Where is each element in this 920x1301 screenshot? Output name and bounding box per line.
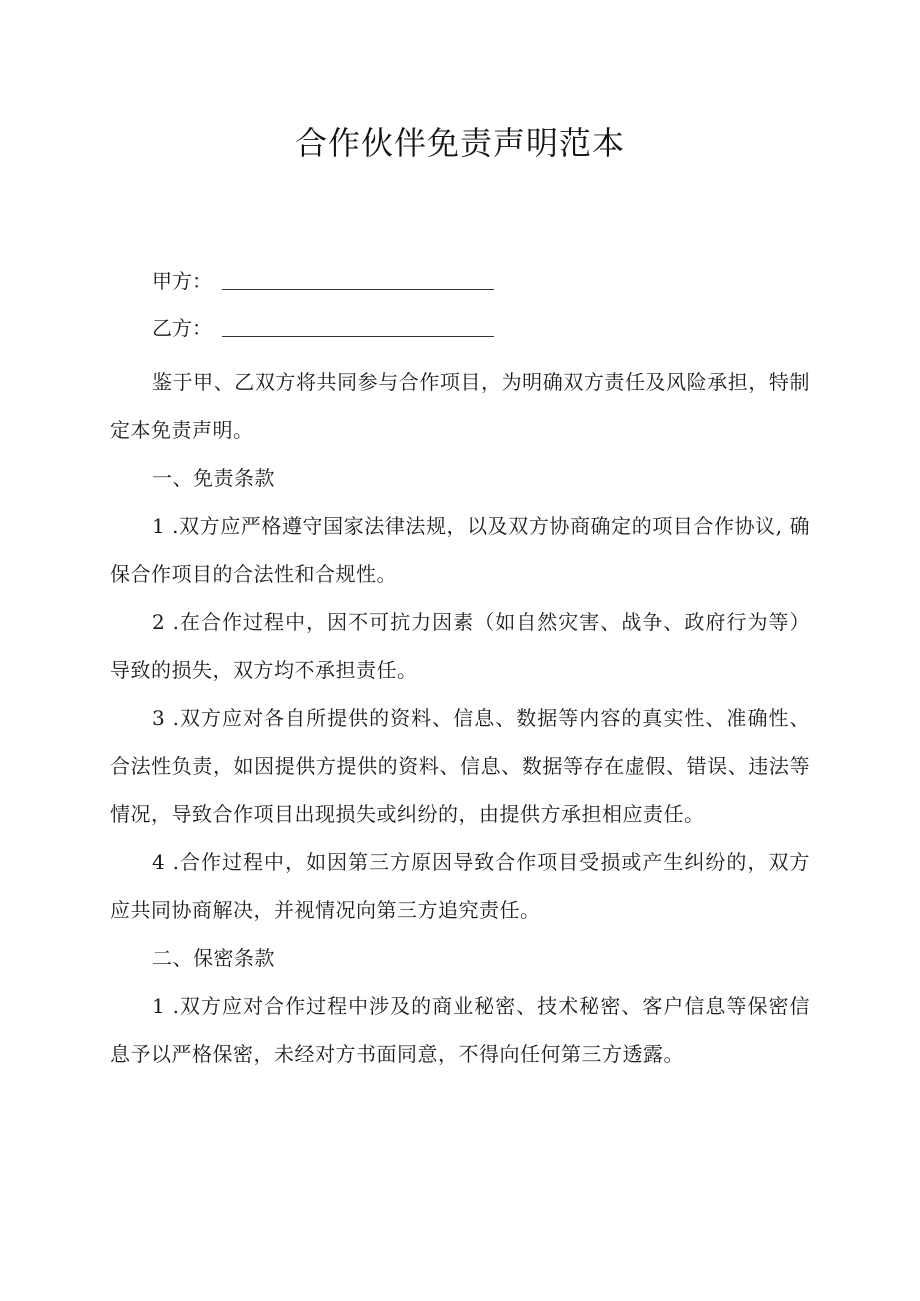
- preamble-paragraph: 鉴于甲、乙双方将共同参与合作项目，为明确双方责任及风险承担，特制定本免责声明。: [110, 370, 810, 442]
- clause-paragraph: 1 .双方应对合作过程中涉及的商业秘密、技术秘密、客户信息等保密信息予以严格保密，未经对方书面同意，不得向任何第三方透露。: [110, 994, 810, 1066]
- party-b-row: [152, 313, 222, 343]
- party-a-blank-line: [222, 289, 494, 290]
- section-heading-disclaimer: 一、免责条款: [152, 466, 275, 490]
- clause-paragraph: 2 .在合作过程中，因不可抗力因素（如自然灾害、战争、政府行为等）导致的损失，双方均不承担责任。: [110, 610, 810, 682]
- clause-paragraph: 3 .双方应对各自所提供的资料、信息、数据等内容的真实性、准确性、合法性负责，如因提供方提供的资料、信息、数据等存在虚假、错误、违法等情况，导致合作项目出现损失或纠纷的，由提供方承担相应责任。: [110, 706, 810, 826]
- clause-paragraph: 4 .合作过程中，如因第三方原因导致合作项目受损或产生纠纷的，双方应共同协商解决，并视情况向第三方追究责任。: [110, 850, 810, 922]
- party-a-row: [152, 266, 222, 296]
- document-title: 合作伙伴免责声明范本: [294, 124, 625, 162]
- clause-paragraph: 1 .双方应严格遵守国家法律法规，以及双方协商确定的项目合作协议, 确保合作项目的合法性和合规性。: [110, 514, 810, 586]
- party-b-blank-line: [222, 336, 494, 337]
- document-body: [110, 358, 810, 1078]
- section-heading-confidentiality: 二、保密条款: [152, 946, 275, 970]
- party-a-label: 甲方：: [152, 269, 212, 293]
- party-b-label: 乙方：: [152, 316, 212, 340]
